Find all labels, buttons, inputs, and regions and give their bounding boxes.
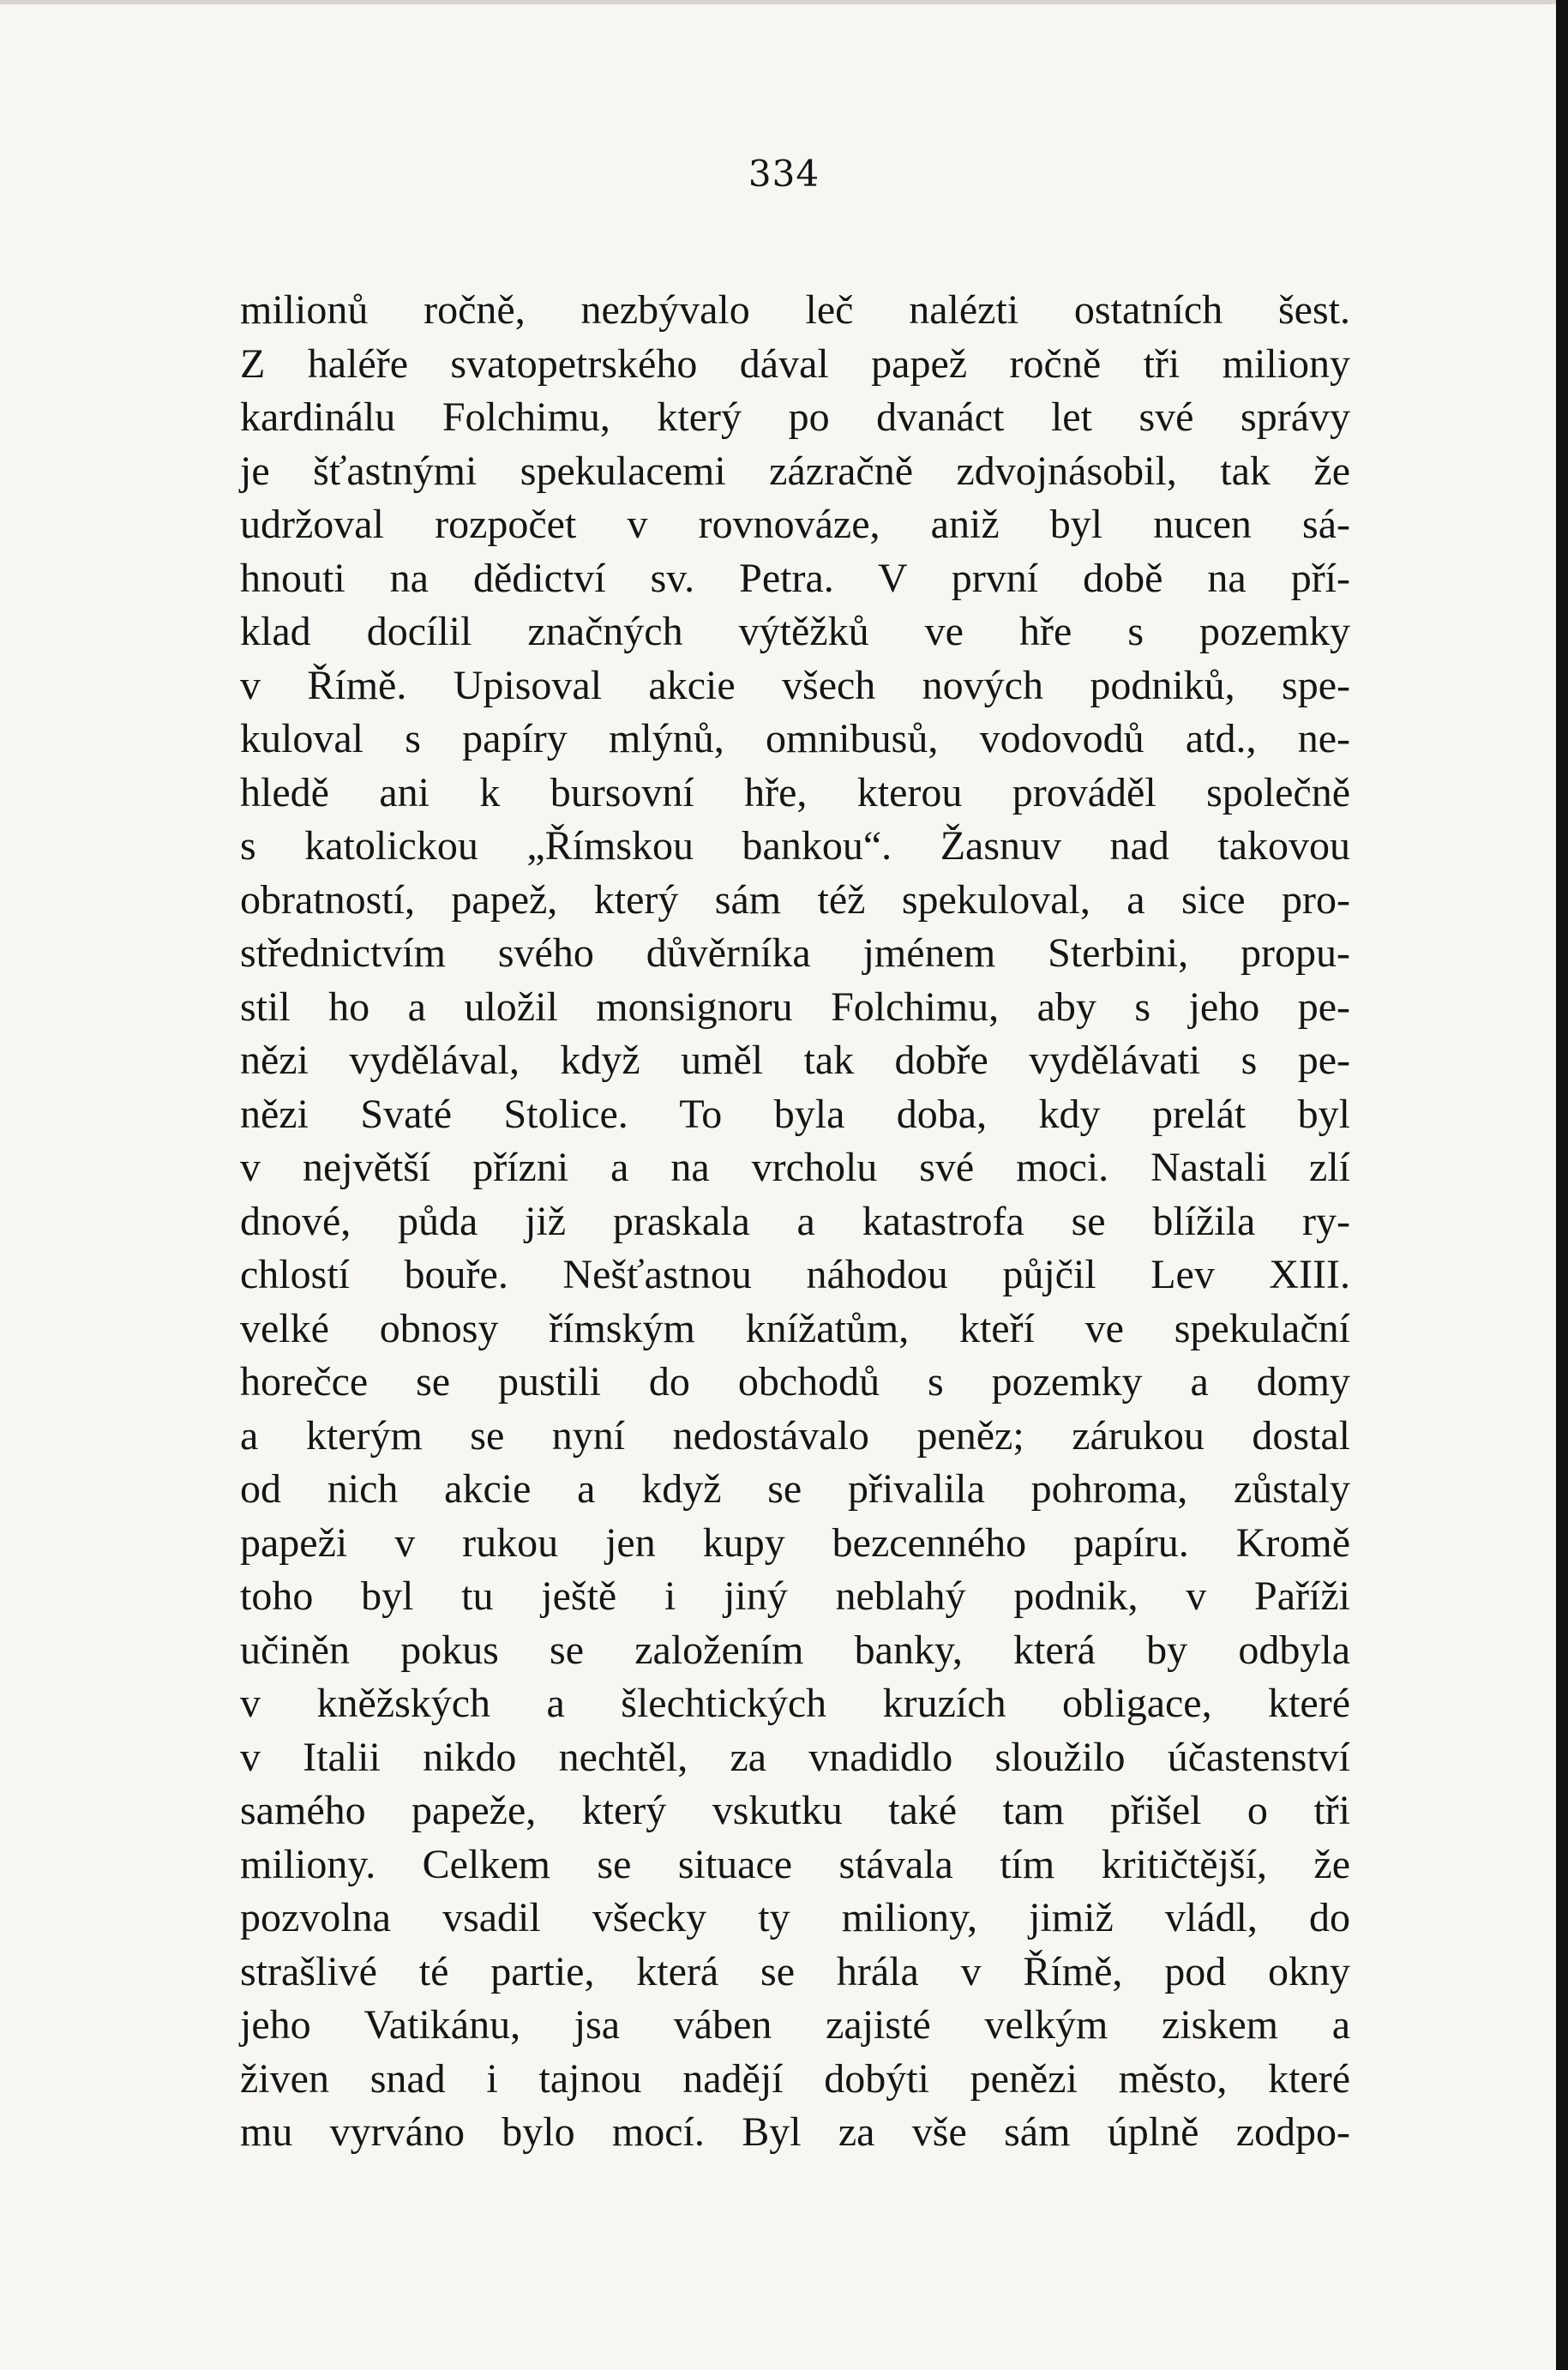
- text-line: jeho Vatikánu, jsa váben zajisté velkým ziskem a: [240, 2002, 1350, 2048]
- text-line: obratností, papež, který sám též spekuloval, a sice pro-: [240, 876, 1350, 923]
- text-line: je šťastnými spekulacemi zázračně zdvojnásobil, tak že: [240, 448, 1350, 494]
- text-line: velké obnosy římským knížatům, kteří ve spekulační: [240, 1305, 1350, 1351]
- text-line: chlostí bouře. Nešťastnou náhodou půjčil Lev XIII.: [240, 1252, 1350, 1297]
- text-line: toho byl tu ještě i jiný neblahý podnik, v Paříži: [240, 1573, 1350, 1619]
- text-line: střednictvím svého důvěrníka jménem Sterbini, propu-: [240, 930, 1350, 976]
- text-line: nězi Svaté Stolice. To byla doba, kdy prelát byl: [240, 1091, 1350, 1137]
- text-line: pozvolna vsadil všecky ty miliony, jimiž vládl, do: [240, 1895, 1350, 1940]
- text-line: kardinálu Folchimu, který po dvanáct let své správy: [240, 394, 1350, 440]
- text-line: strašlivé té partie, která se hrála v Římě, pod okny: [240, 1948, 1350, 1994]
- page-number: 334: [748, 153, 820, 195]
- text-line: miliony. Celkem se situace stávala tím kritičtější, že: [240, 1841, 1350, 1887]
- text-line: s katolickou „Římskou bankou“. Žasnuv nad takovou: [240, 823, 1350, 869]
- text-line: živen snad i tajnou nadějí dobýti penězi město, které: [240, 2055, 1350, 2102]
- text-line: Z haléře svatopetrského dával papež ročně tři miliony: [240, 340, 1350, 387]
- text-line: samého papeže, který vskutku také tam přišel o tři: [240, 1788, 1350, 1833]
- text-line: hnouti na dědictví sv. Petra. V první době na pří-: [240, 555, 1350, 601]
- text-line: horečce se pustili do obchodů s pozemky a domy: [240, 1359, 1350, 1405]
- text-line: od nich akcie a když se přivalila pohroma, zůstaly: [240, 1466, 1350, 1512]
- text-line: v kněžských a šlechtických kruzích obligace, které: [240, 1681, 1350, 1726]
- text-line: v Italii nikdo nechtěl, za vnadidlo sloužilo účastenství: [240, 1734, 1350, 1780]
- text-line: dnové, půda již praskala a katastrofa se blížila ry-: [240, 1198, 1350, 1244]
- page-top-edge: [0, 0, 1568, 4]
- text-line: hledě ani k bursovní hře, kterou prováděl společně: [240, 769, 1350, 815]
- text-line: nězi vydělával, když uměl tak dobře vydělávati s pe-: [240, 1038, 1350, 1083]
- text-line: v největší přízni a na vrcholu své moci. Nastali zlí: [240, 1145, 1350, 1190]
- text-line: milionů ročně, nezbývalo leč nalézti ostatních šest.: [240, 287, 1350, 333]
- text-line: v Římě. Upisoval akcie všech nových podniků, spe-: [240, 662, 1350, 708]
- text-line: učiněn pokus se založením banky, která by odbyla: [240, 1627, 1350, 1673]
- text-line: mu vyrváno bylo mocí. Byl za vše sám úplně zodpo-: [240, 2109, 1350, 2155]
- text-line: papeži v rukou jen kupy bezcenného papíru. Kromě: [240, 1519, 1350, 1566]
- body-text: [240, 284, 1350, 2160]
- text-line: udržoval rozpočet v rovnováze, aniž byl nucen sá-: [240, 502, 1350, 547]
- text-line: stil ho a uložil monsignoru Folchimu, aby s jeho pe-: [240, 983, 1350, 1030]
- text-line: a kterým se nyní nedostávalo peněz; zárukou dostal: [240, 1412, 1350, 1459]
- page-right-edge: [1556, 0, 1568, 2370]
- text-line: kuloval s papíry mlýnů, omnibusů, vodovodů atd., ne-: [240, 716, 1350, 761]
- text-line: klad docílil značných výtěžků ve hře s pozemky: [240, 609, 1350, 654]
